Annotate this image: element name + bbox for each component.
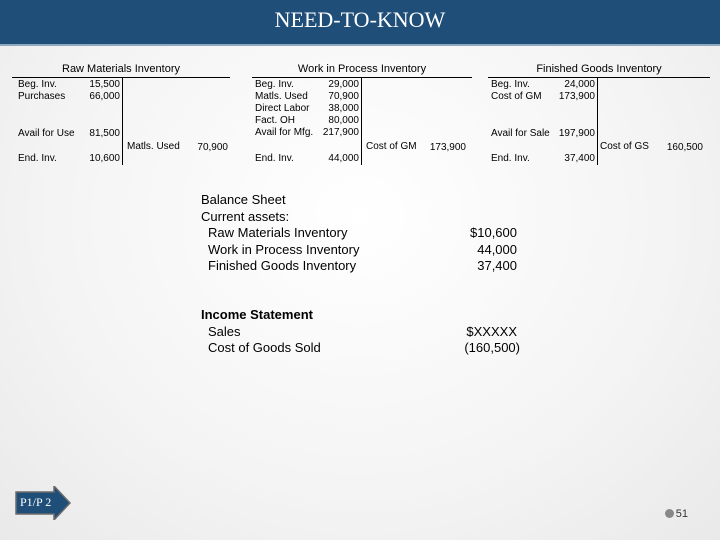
income-statement-title: Income Statement bbox=[201, 307, 313, 322]
rm-avail-value: 81,500 bbox=[89, 128, 120, 139]
rm-used-value: 70,900 bbox=[197, 142, 228, 153]
bs-row-label: Work in Process Inventory bbox=[208, 242, 360, 257]
fg-cgs-label: Cost of GS bbox=[600, 141, 649, 152]
wip-row-label: Fact. OH bbox=[255, 115, 296, 126]
wip-end-value: 44,000 bbox=[328, 153, 359, 164]
bs-row-label: Raw Materials Inventory bbox=[208, 225, 348, 240]
wip-divider bbox=[361, 77, 362, 165]
is-row-label: Sales bbox=[208, 324, 241, 339]
wip-cgm-label: Cost of GM bbox=[366, 141, 417, 152]
fg-cgm-value: 173,900 bbox=[558, 91, 595, 102]
fg-heading: Finished Goods Inventory bbox=[536, 63, 662, 75]
wip-row-label: Matls. Used bbox=[255, 91, 308, 102]
wip-row-label: Avail for Mfg. bbox=[255, 127, 314, 138]
bs-row-value: $10,600 bbox=[470, 225, 517, 240]
rm-purchases-value: 66,000 bbox=[89, 91, 120, 102]
is-row-value: (160,500) bbox=[464, 340, 520, 355]
wip-cgm-value: 173,900 bbox=[429, 142, 466, 153]
slide-title: NEED-TO-KNOW bbox=[0, 0, 720, 46]
rm-beg-value: 15,500 bbox=[89, 79, 120, 90]
bs-row-label: Finished Goods Inventory bbox=[208, 258, 357, 273]
balance-sheet-subtitle: Current assets: bbox=[201, 209, 290, 224]
fg-avail-label: Avail for Sale bbox=[491, 128, 550, 139]
wip-top-rule bbox=[252, 77, 472, 78]
rm-beg-label: Beg. Inv. bbox=[18, 79, 57, 90]
wip-end-label: End. Inv. bbox=[255, 153, 294, 164]
fg-avail-value: 197,900 bbox=[558, 128, 595, 139]
fg-end-value: 37,400 bbox=[564, 153, 595, 164]
slide-number bbox=[665, 508, 688, 520]
wip-heading: Work in Process Inventory bbox=[297, 63, 427, 75]
rm-avail-label: Avail for Use bbox=[18, 128, 75, 139]
rm-purchases-label: Purchases bbox=[18, 91, 66, 102]
raw-materials-heading: Raw Materials Inventory bbox=[62, 63, 180, 75]
slide-number-text: 51 bbox=[675, 508, 688, 520]
rm-end-label: End. Inv. bbox=[18, 153, 57, 164]
is-row-value: $XXXXX bbox=[466, 324, 517, 339]
wip-row-value: 80,000 bbox=[328, 115, 359, 126]
is-row-label: Cost of Goods Sold bbox=[208, 340, 321, 355]
wip-row-label: Beg. Inv. bbox=[255, 79, 294, 90]
fg-end-label: End. Inv. bbox=[491, 153, 530, 164]
fg-top-rule bbox=[488, 77, 710, 78]
fg-beg-label: Beg. Inv. bbox=[491, 79, 530, 90]
wip-row-value: 217,900 bbox=[322, 127, 359, 138]
wip-row-value: 38,000 bbox=[328, 103, 359, 114]
rm-used-label: Matls. Used bbox=[127, 141, 180, 152]
rm-end-value: 10,600 bbox=[89, 153, 120, 164]
wip-row-value: 29,000 bbox=[328, 79, 359, 90]
bs-row-value: 37,400 bbox=[477, 258, 517, 273]
wip-row-value: 70,900 bbox=[328, 91, 359, 102]
raw-materials-top-rule bbox=[12, 77, 230, 78]
bullet-dot-icon bbox=[665, 509, 674, 518]
wip-row-label: Direct Labor bbox=[255, 103, 310, 114]
fg-divider bbox=[597, 77, 598, 165]
badge-label: P1/P 2 bbox=[20, 495, 52, 509]
balance-sheet-title: Balance Sheet bbox=[201, 192, 286, 207]
fg-cgs-value: 160,500 bbox=[666, 142, 703, 153]
learning-objective-badge bbox=[14, 486, 72, 520]
fg-cgm-label: Cost of GM bbox=[491, 91, 542, 102]
bs-row-value: 44,000 bbox=[477, 242, 517, 257]
fg-beg-value: 24,000 bbox=[564, 79, 595, 90]
raw-materials-divider bbox=[122, 77, 123, 165]
